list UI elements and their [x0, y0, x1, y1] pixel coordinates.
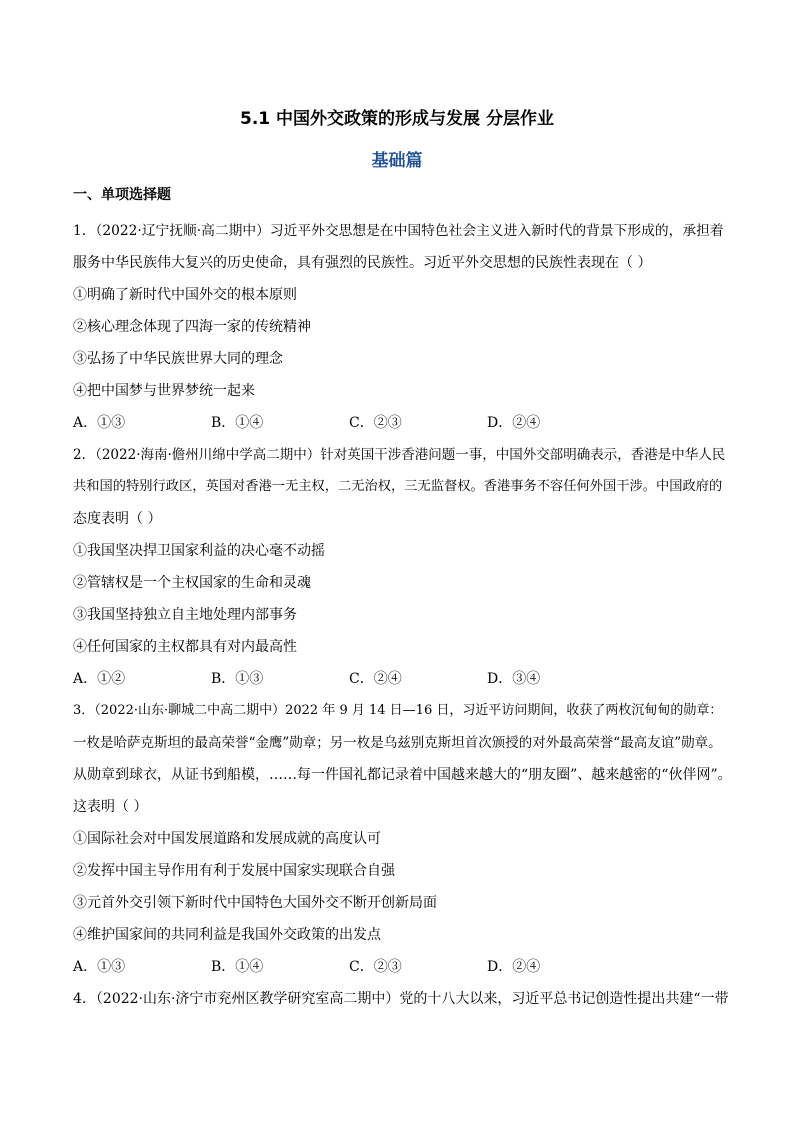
option-b: B．①④ — [211, 415, 264, 431]
question-1 — [73, 215, 733, 439]
option-c: C．②③ — [349, 959, 402, 975]
statement-item: ①明确了新时代中国外交的根本原则 — [73, 287, 297, 303]
answer-options — [73, 663, 733, 695]
question-3 — [73, 695, 733, 983]
statement-item: ④任何国家的主权都具有对内最高性 — [73, 639, 297, 655]
question-stem-line: 态度表明（ ） — [73, 511, 162, 527]
section-heading: 一、单项选择题 — [73, 187, 171, 203]
answer-options — [73, 951, 733, 983]
document-body — [73, 183, 733, 1015]
option-a: A．①③ — [73, 415, 126, 431]
option-d: D．②④ — [487, 415, 541, 431]
option-b: B．①③ — [211, 671, 264, 687]
statement-item: ①国际社会对中国发展道路和发展成就的高度认可 — [73, 831, 381, 847]
page-subtitle: 基础篇 — [371, 151, 423, 171]
question-stem-line: 3．（2022·山东·聊城二中高二期中）2022 年 9 月 14 日—16 日，习近平访问期间，收获了两枚沉甸甸的勋章： — [73, 703, 723, 718]
question-4 — [73, 983, 733, 1015]
statement-item: ④把中国梦与世界梦统一起来 — [73, 383, 255, 399]
page-title: 5.1 中国外交政策的形成与发展 分层作业 — [240, 109, 554, 129]
question-stem-line: 2．（2022·海南·儋州川绵中学高二期中）针对英国干涉香港问题一事，中国外交部明确表示，香港是中华人民 — [73, 447, 726, 463]
statement-item: ③元首外交引领下新时代中国特色大国外交不断开创新局面 — [73, 895, 437, 911]
option-d: D．②④ — [487, 959, 541, 975]
statement-item: ④维护国家间的共同利益是我国外交政策的出发点 — [73, 927, 381, 943]
option-d: D．③④ — [487, 671, 541, 687]
option-a: A．①③ — [73, 959, 126, 975]
option-a: A．①② — [73, 671, 126, 687]
question-2 — [73, 439, 733, 695]
answer-options — [73, 407, 733, 439]
statement-item: ②核心理念体现了四海一家的传统精神 — [73, 319, 311, 335]
statement-item: ②发挥中国主导作用有利于发展中国家实现联合自强 — [73, 863, 395, 879]
statement-item: ②管辖权是一个主权国家的生命和灵魂 — [73, 575, 311, 591]
question-stem-line: 从勋章到球衣，从证书到船模，……每一件国礼都记录着中国越来越大的“朋友圈”、越来越密的“伙伴网”。 — [73, 767, 732, 783]
statement-item: ③我国坚持独立自主地处理内部事务 — [73, 607, 297, 623]
question-stem-line: 1．（2022·辽宁抚顺·高二期中）习近平外交思想是在中国特色社会主义进入新时代的背景下形成的，承担着 — [73, 223, 724, 239]
question-stem-line: 一枚是哈萨克斯坦的最高荣誉“金鹰”勋章；另一枚是乌兹别克斯坦首次颁授的对外最高荣誉“最高友谊”勋章。 — [73, 735, 722, 751]
question-stem-line: 这表明（ ） — [73, 799, 148, 815]
statement-item: ①我国坚决捍卫国家利益的决心毫不动摇 — [73, 543, 325, 559]
option-b: B．①④ — [211, 959, 264, 975]
question-stem-line: 4．（2022·山东·济宁市兖州区教学研究室高二期中）党的十八大以来，习近平总书记创造性提出共建“一带 — [73, 991, 729, 1007]
option-c: C．②④ — [349, 671, 402, 687]
option-c: C．②③ — [349, 415, 402, 431]
statement-item: ③弘扬了中华民族世界大同的理念 — [73, 351, 283, 367]
question-stem-line: 共和国的特别行政区，英国对香港一无主权，二无治权，三无监督权。香港事务不容任何外国干涉。中国政府的 — [73, 479, 723, 494]
question-stem-line: 服务中华民族伟大复兴的历史使命，具有强烈的民族性。习近平外交思想的民族性表现在（ ） — [73, 255, 652, 271]
